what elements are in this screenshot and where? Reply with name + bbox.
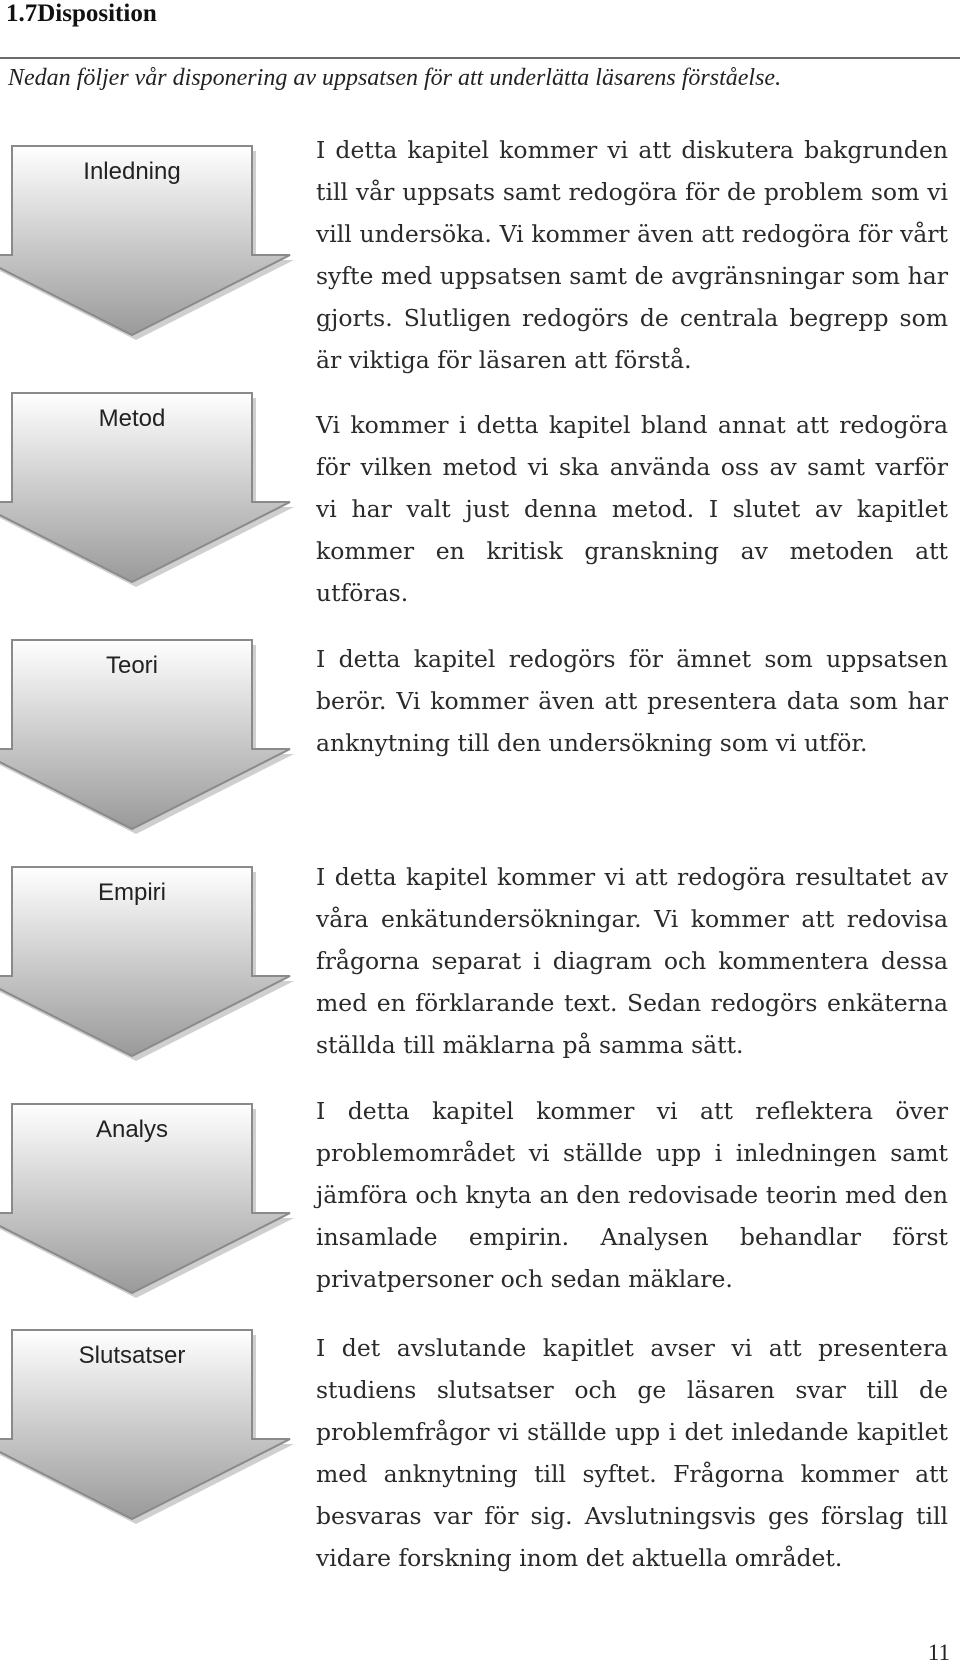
- box-label-analys: Analys: [95, 1116, 169, 1143]
- paragraph-metod: Vi kommer i detta kapitel bland annat att redogöra för vilken metod vi ska använda oss av samt varför vi har valt just denna metod. I slutet av kapitlet kommer en kritisk granskning av metoden att utföras.: [316, 411, 948, 607]
- paragraph-empiri: I detta kapitel kommer vi att redogöra resultatet av våra enkätundersökningar. Vi kommer att redovisa frågorna separat i diagram och kommentera dessa med en förklarande text. Sedan redogörs enkäterna ställda till mäklarna på samma sätt.: [316, 863, 948, 1059]
- paragraph-slutsatser: I det avslutande kapitlet avser vi att presentera studiens slutsatser och ge läsaren svar till de problemfrågor vi ställde upp i det inledande kapitlet med anknytning till syftet. Frågorna kommer att besvaras var för sig. Avslutningsvis ges förslag till vidare forskning inom det aktuella området.: [316, 1334, 948, 1572]
- box-label-teori: Teori: [105, 652, 159, 679]
- paragraph-analys: I detta kapitel kommer vi att reflektera över problemområdet vi ställde upp i inledningen samt jämföra och knyta an den redovisade teorin med den insamlade empirin. Analysen behandlar först privatpersoner och sedan mäklare.: [316, 1097, 948, 1293]
- paragraph-teori: I detta kapitel redogörs för ämnet som uppsatsen berör. Vi kommer även att presentera data som har anknytning till den undersökning som vi utför.: [316, 645, 948, 757]
- section-heading: 1.7Disposition: [6, 0, 157, 27]
- paragraph-inledning: I detta kapitel kommer vi att diskutera bakgrunden till vår uppsats samt redogöra för de problem som vi vill undersöka. Vi kommer även att redogöra för vårt syfte med uppsatsen samt de avgränsningar som har gjorts. Slutligen redogörs de centrala begrepp som är viktiga för läsaren att förstå.: [316, 136, 948, 374]
- box-label-inledning: Inledning: [83, 158, 181, 185]
- page-number: 11: [927, 1640, 950, 1665]
- box-label-slutsatser: Slutsatser: [78, 1342, 186, 1369]
- intro-text: Nedan följer vår disponering av uppsatsen för att underlätta läsarens förståelse.: [8, 65, 782, 91]
- flow-arrows: [0, 0, 300, 1672]
- box-label-metod: Metod: [98, 405, 166, 432]
- box-label-empiri: Empiri: [97, 879, 166, 906]
